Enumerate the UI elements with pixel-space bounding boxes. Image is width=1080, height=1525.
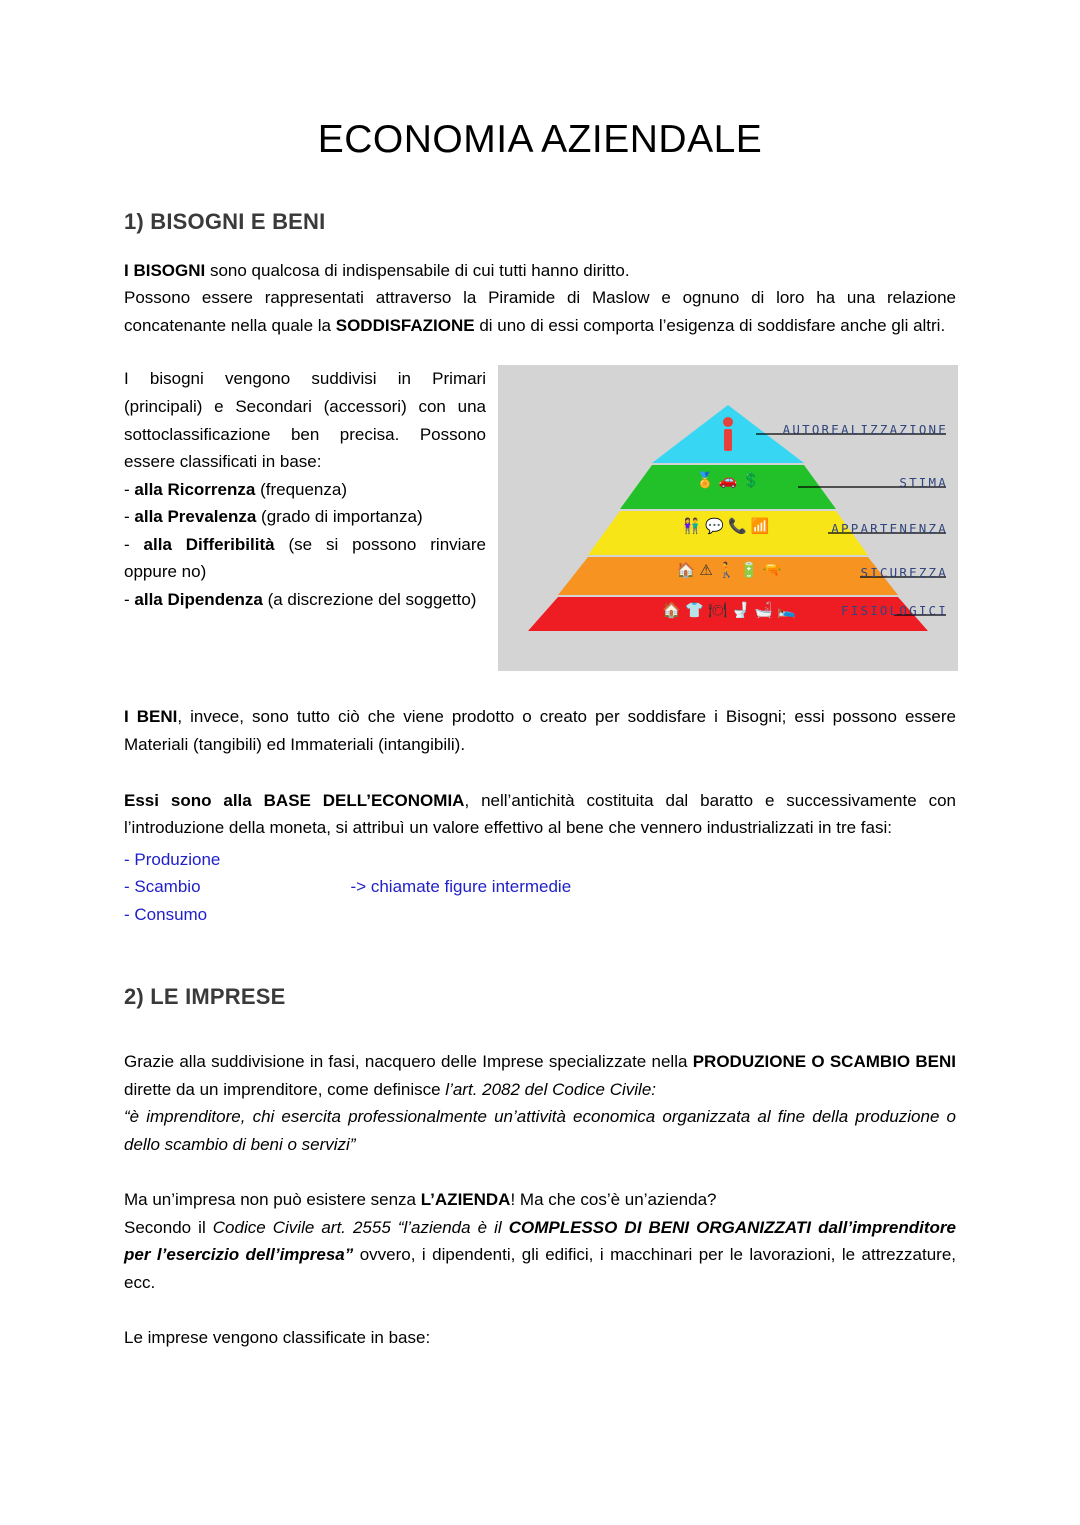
fase-scambio-row — [124, 873, 956, 901]
list-item-detail: (se si possono rinviare oppure no) — [124, 534, 486, 582]
art-2555-reference: Codice Civile art. 2555 “l’azienda è il — [212, 1217, 509, 1237]
fase-scambio: - Scambio — [124, 877, 201, 897]
list-item-detail: (a discrezione del soggetto) — [262, 589, 477, 609]
maslow-pyramid-figure — [498, 365, 958, 671]
pyramid-label-sicurezza: SICUREZZA — [860, 565, 948, 581]
fase-consumo: - Consumo — [124, 904, 208, 924]
list-dash: - — [124, 589, 135, 609]
imprese-intro-a: Grazie alla suddivisione in fasi, nacquero delle Imprese specializzate nella — [124, 1052, 693, 1072]
classificazione-text-column — [124, 365, 486, 613]
list-item-label: alla Differibilità — [143, 534, 275, 554]
person-icon — [723, 417, 733, 451]
maslow-figure-column — [498, 365, 958, 671]
fasi-list — [124, 846, 956, 929]
list-item-detail: (grado di importanza) — [256, 507, 423, 527]
page-title: ECONOMIA AZIENDALE — [317, 118, 763, 161]
list-item-label: alla Prevalenza — [134, 507, 257, 527]
list-item — [124, 531, 486, 586]
art-2555-b: ovvero, i dipendenti, gli edifici, i macchinari per le lavorazioni, le attrezzature, ecc. — [124, 1245, 957, 1292]
produzione-scambio-keyword: PRODUZIONE O SCAMBIO BENI — [692, 1052, 956, 1072]
paragraph-base-economia — [124, 787, 956, 842]
bisogni-definizione-text: sono qualcosa di indispensabile di cui tutti hanno diritto. — [205, 260, 630, 280]
azienda-keyword: L’AZIENDA — [420, 1190, 511, 1210]
base-economia-text: , nell’antichità costituita dal baratto e successivamente con l’introduzione della moneta, si attribuì un valore effettivo al bene che vennero industrializzati in tre fasi: — [124, 790, 957, 838]
paragraph-azienda — [124, 1186, 956, 1296]
maslow-intro-b: di uno di essi comporta l’esigenza di soddisfare anche gli altri. — [474, 315, 946, 335]
list-dash: - — [124, 479, 135, 499]
paragraph-bisogni-definizione — [124, 257, 956, 340]
list-item — [124, 476, 486, 504]
pyramid-icons-stima: 🏅 🚗 💲 — [695, 472, 761, 490]
complesso-beni-keyword: COMPLESSO DI BENI ORGANIZZATI dall’imprenditore per l’esercizio dell’impresa” — [124, 1217, 956, 1265]
list-item-detail: (frequenza) — [255, 479, 348, 499]
bisogni-keyword: I BISOGNI — [124, 260, 206, 280]
pyramid-label-stima: STIMA — [899, 475, 948, 491]
fase-produzione: - Produzione — [124, 849, 221, 869]
pyramid-icons-fisiologici: 🏠 👕 🍽 🚽 🛁 🛌 — [662, 602, 796, 620]
document-body — [124, 118, 956, 1352]
classificazione-intro: I bisogni vengono suddivisi in Primari (principali) e Secondari (accessori) con una sottoclassificazione ben precisa. Possono essere classificati in base: — [124, 369, 486, 472]
pyramid-icons-appartenenza: 👫 💬 📞 📶 — [682, 518, 770, 536]
azienda-intro-a: Ma un’impresa non può esistere senza — [124, 1190, 421, 1210]
section-heading-le-imprese: 2) LE IMPRESE — [124, 984, 286, 1010]
paragraph-classificazione-imprese: Le imprese vengono classificate in base: — [124, 1328, 431, 1348]
section-heading-bisogni-e-beni: 1) BISOGNI E BENI — [124, 208, 326, 234]
bisogni-classificazione-block — [124, 365, 956, 671]
azienda-intro-b: ! Ma che cos’è un’azienda? — [510, 1190, 717, 1210]
list-item-label: alla Dipendenza — [134, 589, 263, 609]
beni-text: , invece, sono tutto ciò che viene prodotto o creato per soddisfare i Bisogni; essi possono essere Materiali (tangibili) ed Immateriali (intangibili). — [124, 707, 956, 754]
base-economia-keyword: Essi sono alla BASE DELL’ECONOMIA — [124, 790, 465, 810]
imprese-intro-c: dirette da un imprenditore, come definisce — [124, 1079, 446, 1099]
beni-keyword: I BENI — [124, 707, 178, 727]
list-item-label: alla Ricorrenza — [134, 479, 256, 499]
maslow-intro-a: Possono essere rappresentati attraverso la Piramide di Maslow e ognuno di loro ha una relazione concatenante nella quale la — [124, 288, 956, 335]
pyramid-label-appartenenza: APPARTENENZA — [831, 521, 948, 537]
list-dash: - — [124, 507, 135, 527]
soddisfazione-keyword: SODDISFAZIONE — [335, 315, 475, 335]
list-item — [124, 586, 486, 614]
pyramid-icons-sicurezza: 🏠 ⚠ 🚶 🔋 🔫 — [676, 562, 782, 580]
list-item — [124, 503, 486, 531]
pyramid-label-autorealizzazione: AUTOREALIZZAZIONE — [782, 422, 948, 438]
paragraph-imprese-intro — [124, 1048, 956, 1158]
quote-art-2082: “è imprenditore, chi esercita professionalmente un’attività economica organizzata al fine della produzione o dello scambio di beni o servizi” — [124, 1107, 956, 1154]
paragraph-beni — [124, 703, 956, 758]
pyramid-label-fisiologici: FISIOLOGICI — [841, 603, 948, 619]
fasi-note: -> chiamate figure intermedie — [350, 877, 572, 897]
art-2555-a: Secondo il — [124, 1217, 213, 1237]
art-2082-reference: l’art. 2082 del Codice Civile: — [445, 1079, 657, 1099]
list-dash: - — [124, 534, 144, 554]
